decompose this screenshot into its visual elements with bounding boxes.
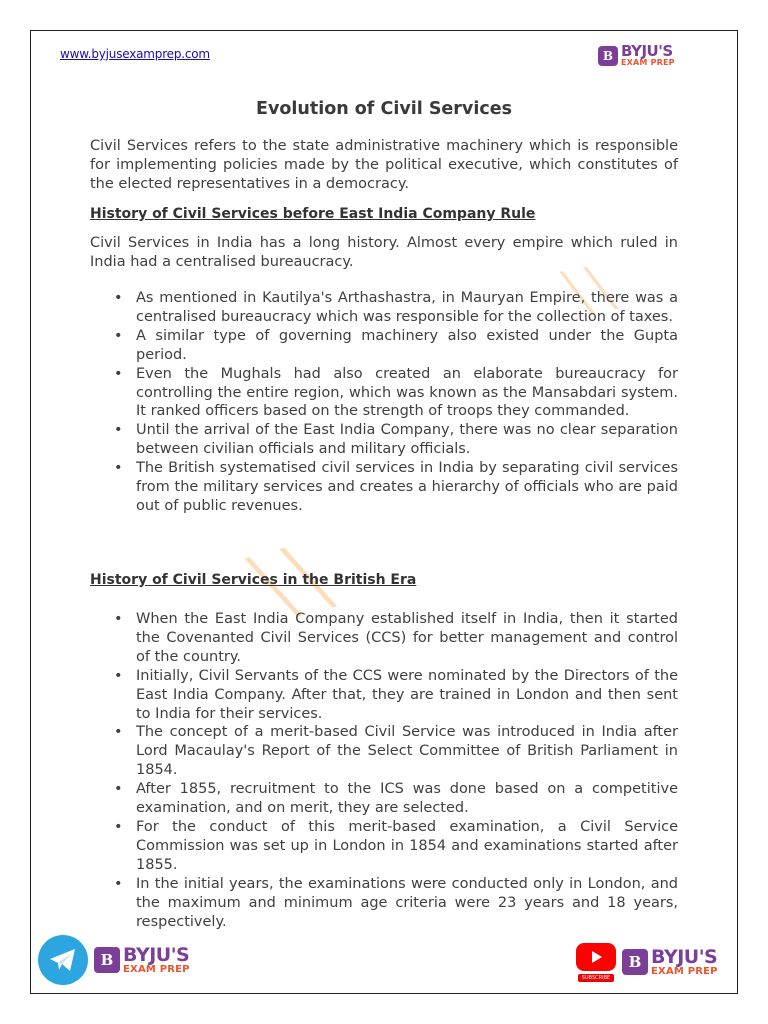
- footer-telegram-banner[interactable]: [38, 934, 193, 986]
- section1-list: [90, 289, 678, 516]
- document-title: Evolution of Civil Services: [255, 99, 512, 119]
- logo-name: BYJU'S: [621, 42, 673, 60]
- website-link[interactable]: www.byjusexamprep.com: [60, 47, 210, 61]
- list-item: • Even the Mughals had also created an elaborate bureaucracy for controlling the entire region, which was known as the Mansabdari system. It ranked officers based on the strength of troops they commanded.: [114, 365, 678, 420]
- footer-youtube-banner[interactable]: [576, 937, 736, 987]
- section1-paragraph: Civil Services in India has a long history. Almost every empire which ruled in India had a centralised bureaucracy.: [90, 235, 678, 270]
- byjus-logo-icon: B: [598, 46, 618, 66]
- watermark: ╲╲: [561, 264, 617, 318]
- logo-sub: EXAM PREP: [621, 58, 675, 67]
- list-item: • After 1855, recruitment to the ICS was done based on a competitive examination, and on merit, they are selected.: [114, 781, 678, 817]
- list-item: • The concept of a merit-based Civil Service was introduced in India after Lord Macaulay's Report of the Select Committee of British Parliament in 1854.: [114, 724, 678, 779]
- byjus-logo: [598, 44, 675, 67]
- list-item: • The British systematised civil services in India by separating civil services from the military services and creates a hierarchy of officials who are paid out of public revenues.: [114, 460, 678, 514]
- byjus-logo-icon: B: [622, 949, 648, 975]
- list-item: • Until the arrival of the East India Company, there was no clear separation between civilian officials and military officials.: [114, 422, 678, 458]
- youtube-icon[interactable]: [576, 943, 616, 971]
- byjus-logo-icon: B: [94, 947, 120, 973]
- byjus-logo: [94, 943, 190, 975]
- section2-list: [90, 610, 678, 931]
- list-item: • A similar type of governing machinery also existed under the Gupta period.: [114, 327, 678, 363]
- list-item: • When the East India Company established itself in India, then it started the Covenanted Civil Services (CCS) for better management and control of the country.: [114, 611, 678, 665]
- section1-heading: History of Civil Services before East India Company Rule: [90, 206, 536, 222]
- watermark: ╲╲: [247, 539, 336, 627]
- logo-sub: EXAM PREP: [123, 963, 190, 975]
- section2-heading: History of Civil Services in the British Era: [90, 572, 417, 588]
- list-item: • Initially, Civil Servants of the CCS were nominated by the Directors of the East India Company. After that, they are trained in London and then sent to India for their services.: [114, 667, 678, 722]
- telegram-icon[interactable]: [38, 935, 88, 985]
- logo-name: BYJU'S: [123, 943, 190, 966]
- logo-sub: EXAM PREP: [651, 965, 718, 977]
- logo-name: BYJU'S: [651, 945, 718, 968]
- byjus-logo: [622, 945, 718, 977]
- list-item: • For the conduct of this merit-based examination, a Civil Service Commission was set up in London in 1854 and examinations started after 1855.: [114, 818, 678, 873]
- list-item: • In the initial years, the examinations were conducted only in London, and the maximum and minimum age criteria were 23 years and 18 years, respectively.: [114, 875, 678, 930]
- list-item: • As mentioned in Kautilya's Arthashastra, in Mauryan Empire, there was a centralised bureaucracy which was responsible for the collection of taxes.: [114, 290, 678, 325]
- intro-paragraph: Civil Services refers to the state administrative machinery which is responsible for implementing policies made by the political executive, which constitutes of the elected representatives in a democracy.: [90, 138, 678, 192]
- subscribe-label: SUBSCRIBE: [578, 974, 614, 982]
